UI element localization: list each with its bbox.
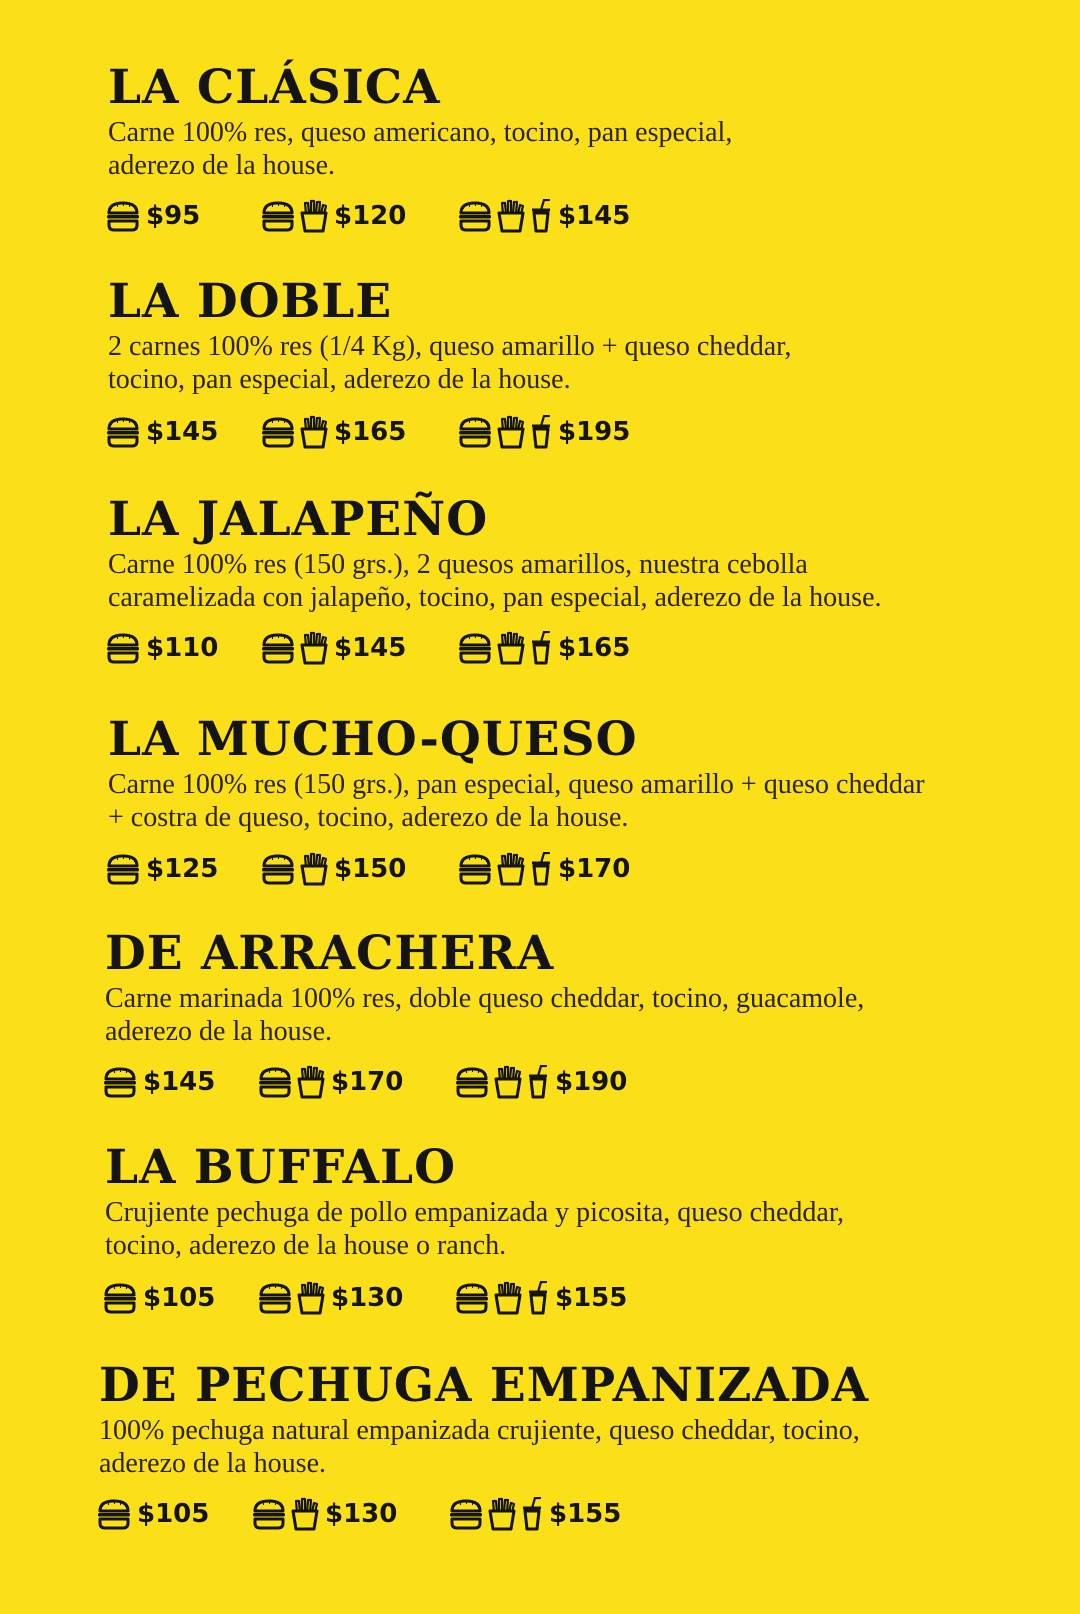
price-value: $145 [143,1067,216,1097]
price-single [105,849,218,889]
price-with-fries [260,628,406,668]
price-value: $170 [558,854,631,884]
fries-icon [299,415,329,449]
price-value: $195 [558,417,631,447]
item-description: Carne 100% res (150 grs.), pan especial, queso amarillo + queso cheddar + costra de queso, tocino, aderezo de la house. [108,769,925,833]
price-single [105,196,200,236]
price-value: $130 [331,1283,404,1313]
item-description: 2 carnes 100% res (1/4 Kg), queso amarillo + queso cheddar, tocino, pan especial, aderezo de la house. [108,331,792,395]
drink-icon [526,1065,550,1099]
price-value: $190 [555,1067,628,1097]
drink-icon [529,631,553,665]
price-value: $145 [334,633,407,663]
burger-icon [257,1066,293,1098]
price-full-combo [454,1278,627,1318]
item-description: Crujiente pechuga de pollo empanizada y picosita, queso cheddar, tocino, aderezo de la house o ranch. [105,1197,845,1261]
burger-icon [251,1498,287,1530]
fries-icon [493,1065,523,1099]
burger-icon [457,416,493,448]
drink-icon [520,1497,544,1531]
drink-icon [526,1281,550,1315]
drink-icon [529,852,553,886]
price-value: $155 [555,1283,628,1313]
item-description: Carne 100% res, queso americano, tocino, pan especial, aderezo de la house. [108,117,733,181]
price-value: $170 [331,1067,404,1097]
price-value: $105 [137,1499,210,1529]
price-with-fries [260,412,406,452]
item-title: LA DOBLE [108,274,393,329]
item-title: LA CLÁSICA [108,60,441,115]
item-title: DE PECHUGA EMPANIZADA [99,1358,870,1413]
price-full-combo [454,1062,627,1102]
fries-icon [496,199,526,233]
item-title: LA BUFFALO [105,1140,457,1195]
price-value: $165 [558,633,631,663]
burger-icon [454,1066,490,1098]
item-description: Carne 100% res (150 grs.), 2 quesos amarillos, nuestra cebolla caramelizada con jalapeño, tocino, pan especial, aderezo de la house. [108,549,882,613]
fries-icon [299,631,329,665]
price-full-combo [457,196,630,236]
burger-icon [260,632,296,664]
price-value: $150 [334,854,407,884]
burger-icon [105,632,141,664]
burger-icon [105,200,141,232]
item-title: DE ARRACHERA [105,926,555,981]
fries-icon [496,415,526,449]
fries-icon [290,1497,320,1531]
price-full-combo [457,412,630,452]
price-full-combo [457,849,630,889]
price-with-fries [251,1494,397,1534]
burger-icon [102,1066,138,1098]
price-value: $120 [334,201,407,231]
price-single [102,1278,215,1318]
item-title: LA JALAPEÑO [108,492,489,547]
fries-icon [296,1281,326,1315]
fries-icon [296,1065,326,1099]
fries-icon [493,1281,523,1315]
price-value: $110 [146,633,219,663]
fries-icon [299,852,329,886]
price-value: $95 [146,201,201,231]
burger-icon [260,416,296,448]
burger-icon [260,853,296,885]
burger-icon [105,416,141,448]
fries-icon [496,631,526,665]
price-single [105,628,218,668]
price-value: $130 [325,1499,398,1529]
burger-icon [257,1282,293,1314]
price-value: $125 [146,854,219,884]
burger-icon [457,200,493,232]
price-with-fries [257,1062,403,1102]
price-value: $165 [334,417,407,447]
drink-icon [529,415,553,449]
burger-icon [96,1498,132,1530]
burger-icon [448,1498,484,1530]
drink-icon [529,199,553,233]
burger-icon [102,1282,138,1314]
burger-icon [457,632,493,664]
price-single [96,1494,209,1534]
price-full-combo [448,1494,621,1534]
price-single [105,412,218,452]
burger-icon [105,853,141,885]
price-with-fries [260,196,406,236]
burger-icon [457,853,493,885]
price-value: $105 [143,1283,216,1313]
item-title: LA MUCHO-QUESO [108,712,638,767]
price-with-fries [257,1278,403,1318]
price-with-fries [260,849,406,889]
price-single [102,1062,215,1102]
item-description: 100% pechuga natural empanizada crujiente, queso cheddar, tocino, aderezo de la house. [99,1415,860,1479]
burger-icon [260,200,296,232]
fries-icon [487,1497,517,1531]
price-full-combo [457,628,630,668]
price-value: $145 [146,417,219,447]
burger-icon [454,1282,490,1314]
fries-icon [299,199,329,233]
fries-icon [496,852,526,886]
price-value: $155 [549,1499,622,1529]
item-description: Carne marinada 100% res, doble queso cheddar, tocino, guacamole, aderezo de la house. [105,983,865,1047]
price-value: $145 [558,201,631,231]
